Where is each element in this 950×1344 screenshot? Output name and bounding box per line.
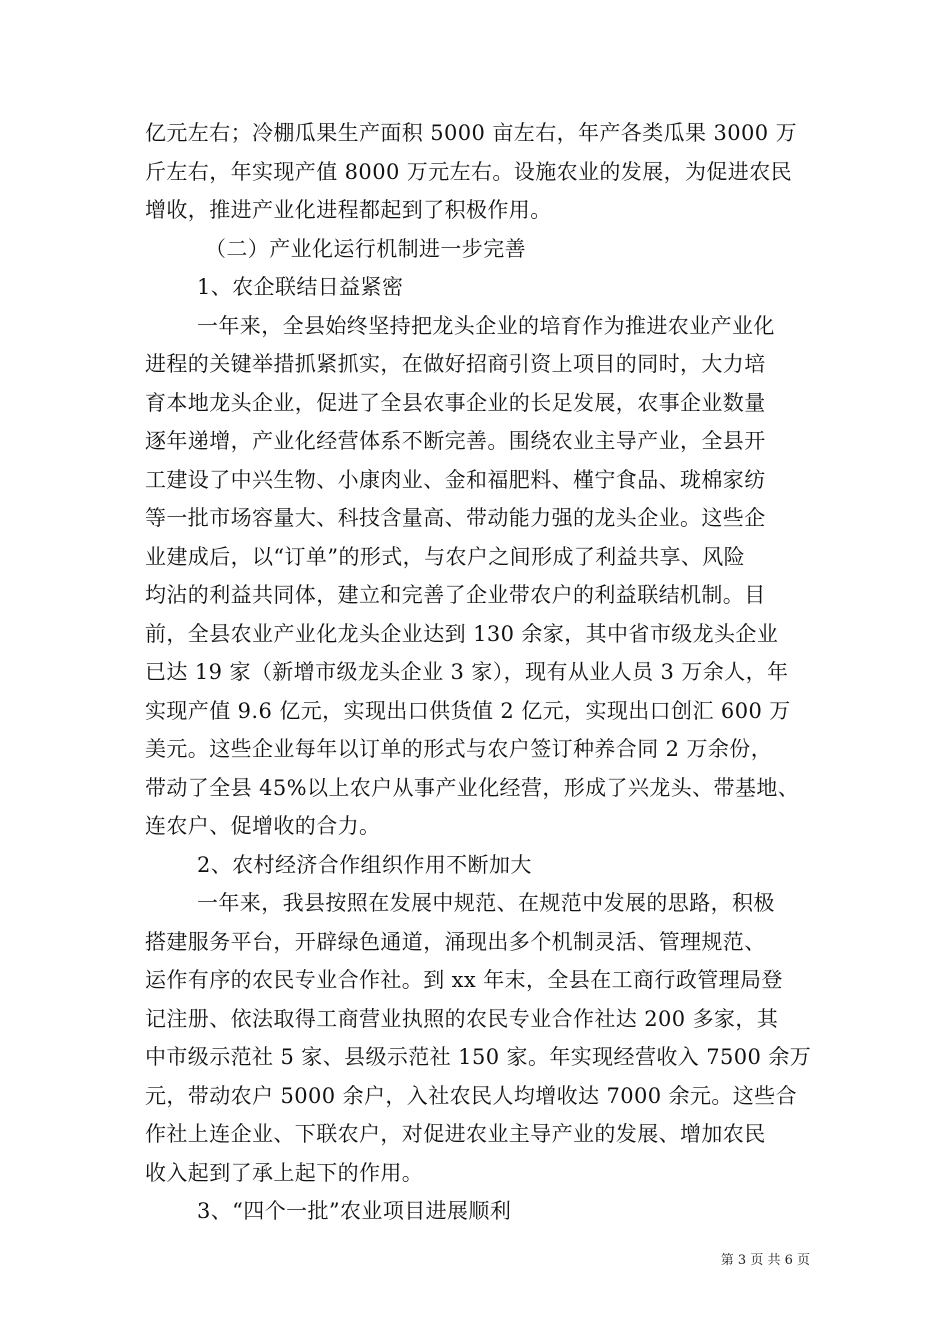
body-line: 带动了全县 45%以上农户从事产业化经营，形成了兴龙头、带基地、	[145, 775, 800, 800]
body-line: 均沾的利益共同体，建立和完善了企业带农户的利益联结机制。目	[145, 583, 766, 607]
body-line: 收入起到了承上起下的作用。	[145, 1160, 424, 1185]
body-line: 美元。这些企业每年以订单的形式与农户签订种养合同 2 万余份，	[145, 737, 773, 761]
section-heading: （二）产业化运行机制进一步完善	[205, 236, 526, 261]
body-line: 育本地龙头企业，促进了全县农事企业的长足发展，农事企业数量	[145, 390, 766, 415]
body-line: 中市级示范社 5 家、县级示范社 150 家。年实现经营收入 7500 余万	[145, 1045, 812, 1069]
body-line: 亿元左右；冷棚瓜果生产面积 5000 亩左右，年产各类瓜果 3000 万	[145, 121, 797, 145]
body-line: 作社上连企业、下联农户，对促进农业主导产业的发展、增加农民	[145, 1122, 766, 1146]
body-line: 前，全县农业产业化龙头企业达到 130 余家，其中省市级龙头企业	[145, 621, 779, 646]
body-line: 进程的关键举措抓紧抓实，在做好招商引资上项目的同时，大力培	[145, 352, 766, 376]
body-line: 实现产值 9.6 亿元，实现出口供货值 2 亿元，实现出口创汇 600 万	[145, 698, 791, 723]
body-line: 连农户、促增收的合力。	[145, 814, 381, 838]
body-line: 工建设了中兴生物、小康肉业、金和福肥料、槿宁食品、珑棉家纺	[145, 467, 766, 492]
body-line: 已达 19 家（新增市级龙头企业 3 家），现有从业人员 3 万余人，年	[145, 660, 789, 684]
body-line: 业建成后，以“订单”的形式，与农户之间形成了利益共享、风险	[145, 544, 746, 569]
page-footer: 第 3 页 共 6 页	[720, 1253, 810, 1268]
body-line: 斤左右，年实现产值 8000 万元左右。设施农业的发展，为促进农民	[145, 159, 792, 184]
body-line: 搭建服务平台，开辟绿色通道，涌现出多个机制灵活、管理规范、	[145, 929, 766, 954]
body-line: 逐年递增，产业化经营体系不断完善。围绕农业主导产业，全县开	[145, 429, 766, 453]
document-body	[145, 114, 815, 1231]
body-line: 记注册、依法取得工商营业执照的农民专业合作社达 200 多家，其	[145, 1006, 779, 1031]
subsection-heading: 1、农企联结日益紧密	[197, 275, 404, 299]
body-line: 元，带动农户 5000 余户，入社农民人均增收达 7000 余元。这些合	[145, 1083, 797, 1108]
body-line: 增收，推进产业化进程都起到了积极作用。	[145, 198, 552, 222]
body-line: 运作有序的农民专业合作社。到 xx 年末，全县在工商行政管理局登	[145, 968, 783, 992]
subsection-heading: 2、农村经济合作组织作用不断加大	[197, 852, 532, 877]
body-line: 等一批市场容量大、科技含量高、带动能力强的龙头企业。这些企	[145, 506, 766, 530]
body-line: 一年来，我县按照在发展中规范、在规范中发展的思路，积极	[197, 891, 775, 915]
body-line: 一年来，全县始终坚持把龙头企业的培育作为推进农业产业化	[197, 313, 775, 338]
subsection-heading: 3、“四个一批”农业项目进展顺利	[197, 1199, 512, 1223]
